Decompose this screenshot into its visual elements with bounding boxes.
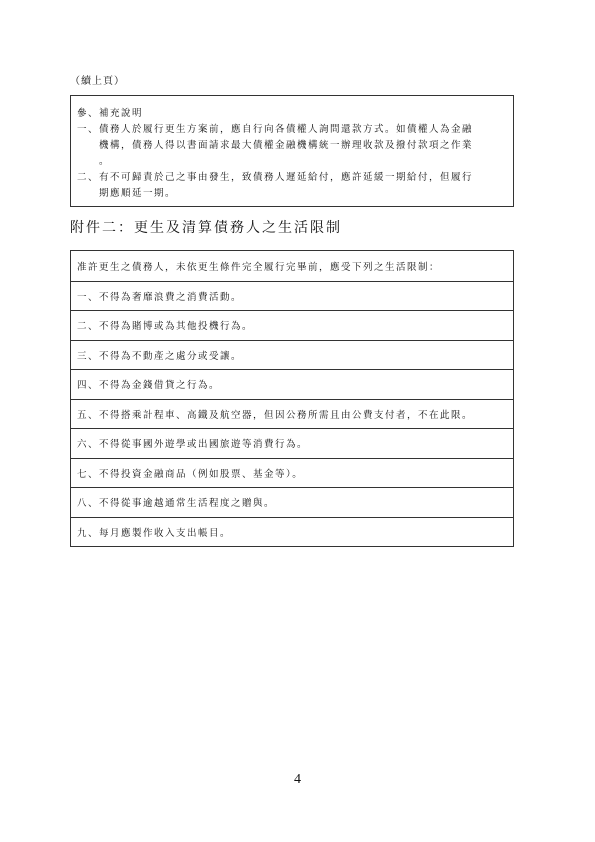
attachment-title: 附件二：更生及清算債務人之生活限制 [70, 220, 342, 236]
restriction-item: 四、不得為金錢借貸之行為。 [71, 369, 513, 399]
note-item-1-line-2: 機構，債務人得以書面請求最大債權金融機構統一辦理收款及撥付款項之作業 [99, 140, 474, 151]
restriction-item: 七、不得投資金融商品（例如股票、基金等）。 [71, 458, 513, 488]
note-item-1-line-1 [77, 122, 507, 138]
note-item-2-number: 二、 [77, 172, 100, 183]
note-item-2-line-2: 期應順延一期。 [99, 188, 177, 199]
restriction-item: 九、每月應製作收入支出帳目。 [71, 517, 513, 547]
restriction-item: 六、不得從事國外遊學或出國旅遊等消費行為。 [71, 428, 513, 458]
restriction-item: 五、不得搭乘計程車、高鐵及航空器，但因公務所需且由公費支付者，不在此限。 [71, 399, 513, 429]
restriction-item: 一、不得為奢靡浪費之消費活動。 [71, 281, 513, 311]
restrictions-table [70, 250, 514, 547]
note-item-1-text-1: 債務人於履行更生方案前，應自行向各債權人詢問還款方式。如債權人為金融 [99, 124, 474, 135]
restrictions-intro: 准許更生之債務人，未依更生條件完全履行完畢前，應受下列之生活限制： [77, 261, 441, 273]
continued-label: （續上頁） [70, 76, 125, 87]
note-item-2-line-1 [77, 170, 507, 186]
supplementary-notes-box [70, 95, 514, 207]
restriction-item: 三、不得為不動產之處分或受讓。 [71, 340, 513, 370]
restriction-item: 八、不得從事逾越通常生活程度之贈與。 [71, 487, 513, 517]
restriction-item: 二、不得為賭博或為其他投機行為。 [71, 310, 513, 340]
notes-heading: 參、補充說明 [77, 108, 144, 119]
page-number: 4 [294, 772, 301, 787]
note-item-1-line-3: 。 [99, 156, 111, 167]
note-item-1-number: 一、 [77, 124, 100, 135]
note-item-2-text-1: 有不可歸責於己之事由發生，致債務人遲延給付，應許延緩一期給付，但履行 [99, 172, 474, 183]
